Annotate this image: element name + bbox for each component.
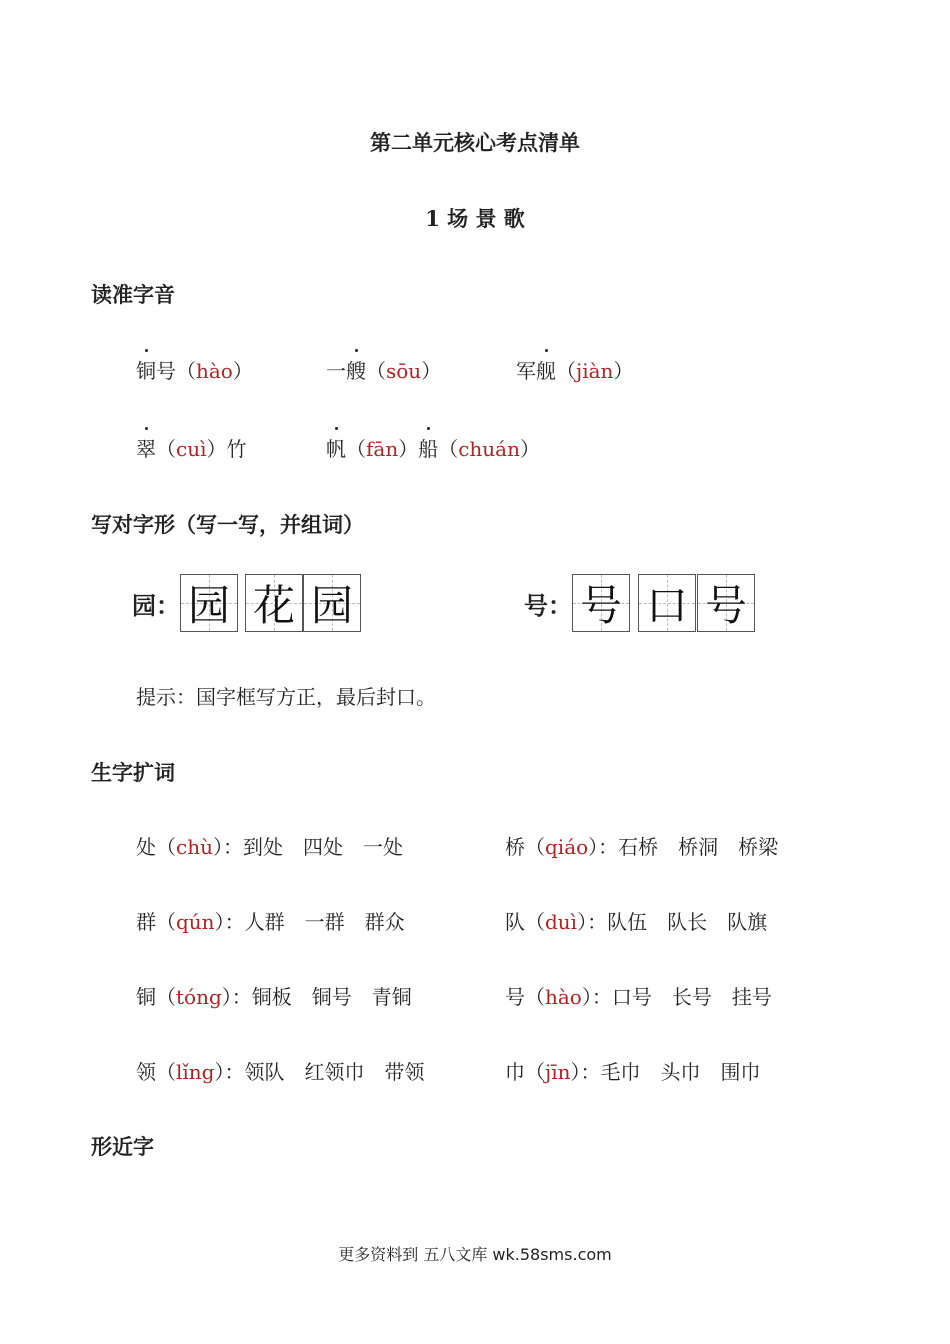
pinyin: chuán [458, 437, 520, 461]
grid-char: 口 [645, 581, 688, 630]
words: 石桥 桥洞 桥梁 [618, 835, 779, 859]
grid-char: 花 [252, 581, 295, 630]
lesson-title: 1 场 景 歌 [425, 206, 525, 231]
grid-char: 号 [704, 581, 747, 630]
tianzige-box [245, 574, 303, 632]
pinyin: duì [545, 910, 578, 934]
char: 铜 [136, 985, 156, 1009]
pron-item: 一艘（sōu） [326, 355, 441, 384]
dotted-char: 翠 [136, 433, 156, 462]
pinyin: hào [196, 359, 233, 383]
pron-item: 帆（fān）船（chuán） [326, 433, 540, 462]
char: 处 [136, 835, 156, 859]
char: 队 [505, 910, 525, 934]
tianzige-box [572, 574, 630, 632]
words: 到处 四处 一处 [242, 835, 403, 859]
pinyin: tóng [176, 985, 222, 1009]
grid-char: 园 [187, 581, 230, 630]
expand-item: 领（lǐng）：领队 红领巾 带领 [136, 1060, 425, 1084]
pinyin: qún [176, 910, 215, 934]
section-heading-similar: 形近字 [91, 1135, 154, 1159]
footer-text: 更多资料到 五八文库 wk.58sms.com [338, 1245, 612, 1264]
write-label: 号： [524, 592, 572, 620]
dotted-char: 铜 [136, 355, 156, 384]
char: 号 [505, 985, 525, 1009]
pinyin: qiáo [545, 835, 589, 859]
pinyin: chù [176, 835, 213, 859]
pinyin: fān [366, 437, 399, 461]
section-heading-expand: 生字扩词 [91, 761, 175, 785]
tianzige-box [303, 574, 361, 632]
pinyin: lǐng [176, 1060, 215, 1084]
words: 口号 长号 挂号 [611, 985, 772, 1009]
grid-char: 号 [579, 581, 622, 630]
char: 领 [136, 1060, 156, 1084]
char: 一 [326, 359, 346, 383]
hint-text: 提示：国字框写方正，最后封口。 [136, 685, 436, 709]
tianzige-box [180, 574, 238, 632]
words: 队伍 队长 队旗 [607, 910, 768, 934]
expand-item: 号（hào）：口号 长号 挂号 [505, 985, 772, 1009]
char: 号 [156, 359, 176, 383]
char: 桥 [505, 835, 525, 859]
pron-item: 铜号（hào） [136, 355, 253, 384]
expand-item: 处（chù）：到处 四处 一处 [136, 835, 403, 859]
dotted-char: 舰 [536, 355, 556, 384]
expand-item: 队（duì）：队伍 队长 队旗 [505, 910, 768, 934]
char: 军 [516, 359, 536, 383]
tianzige-box [697, 574, 755, 632]
words: 铜板 铜号 青铜 [251, 985, 412, 1009]
char: 竹 [226, 437, 247, 461]
pron-item: 翠（cuì）竹 [136, 433, 246, 462]
pinyin: hào [545, 985, 582, 1009]
doc-title: 第二单元核心考点清单 [370, 130, 580, 155]
char: 群 [136, 910, 156, 934]
section-heading-write: 写对字形（写一写，并组词） [91, 513, 364, 537]
grid-char: 园 [310, 581, 353, 630]
words: 毛巾 头巾 围巾 [600, 1060, 761, 1084]
write-label: 园： [132, 592, 180, 620]
pron-item: 军舰（jiàn） [516, 355, 633, 384]
tianzige-box [638, 574, 696, 632]
pinyin: sōu [386, 359, 422, 383]
words: 领队 红领巾 带领 [244, 1060, 425, 1084]
char: 巾 [505, 1060, 525, 1084]
words: 人群 一群 群众 [244, 910, 405, 934]
dotted-char: 船 [418, 433, 438, 462]
pinyin: cuì [176, 437, 207, 461]
section-heading-read: 读准字音 [91, 283, 175, 307]
pinyin: jīn [545, 1060, 571, 1084]
expand-item: 巾（jīn）：毛巾 头巾 围巾 [505, 1060, 761, 1084]
dotted-char: 艘 [346, 355, 366, 384]
expand-item: 桥（qiáo）：石桥 桥洞 桥梁 [505, 835, 779, 859]
dotted-char: 帆 [326, 433, 346, 462]
expand-item: 铜（tóng）：铜板 铜号 青铜 [136, 985, 412, 1009]
pinyin: jiàn [576, 359, 614, 383]
expand-item: 群（qún）：人群 一群 群众 [136, 910, 405, 934]
